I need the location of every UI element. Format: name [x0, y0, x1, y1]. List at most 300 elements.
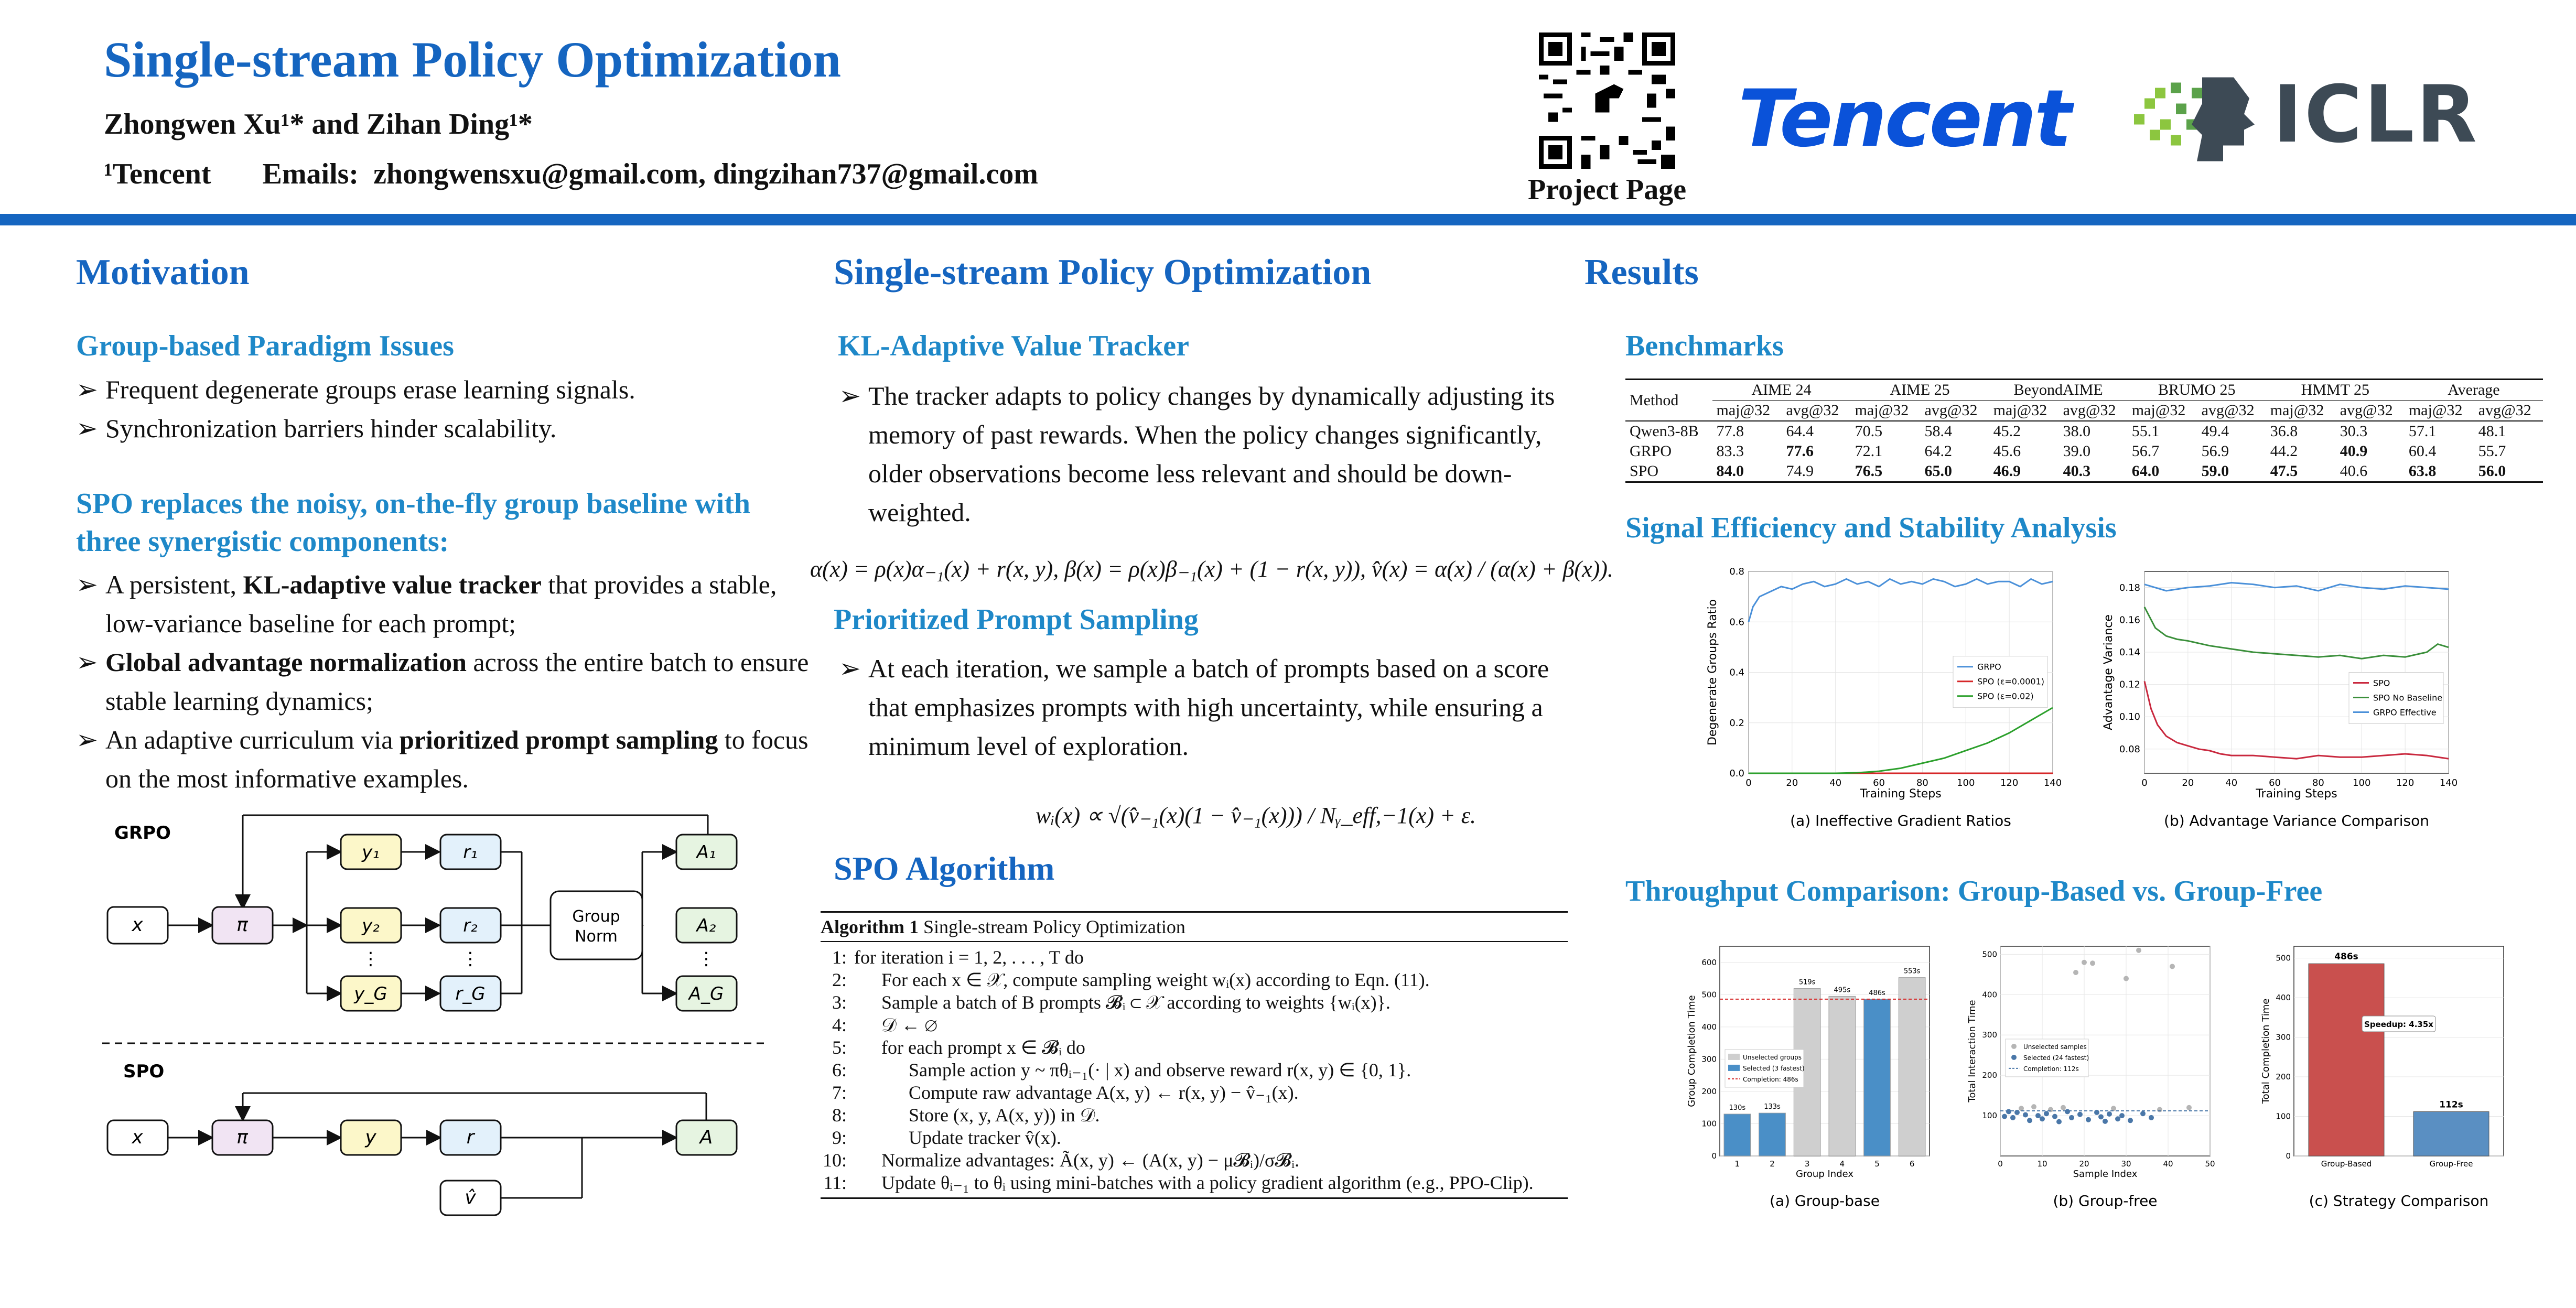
x-tick-label: 10 — [2037, 1159, 2047, 1169]
x-tick-label: 0 — [2141, 777, 2148, 788]
table-cell: 55.7 — [2478, 442, 2506, 460]
selected-point — [2086, 1117, 2091, 1122]
table-cell: 40.9 — [2340, 442, 2368, 460]
y-tick-label: 0.8 — [1729, 566, 1744, 577]
spo-input-node — [107, 1120, 168, 1155]
selected-point — [2023, 1112, 2028, 1118]
metric-header: avg@32 — [2063, 402, 2116, 419]
metric-header: avg@32 — [1786, 402, 1839, 419]
selected-point — [2006, 1109, 2011, 1114]
svg-text:r: r — [466, 1127, 475, 1148]
bar — [1724, 1114, 1751, 1156]
table-cell: 70.5 — [1855, 423, 1883, 440]
svg-text:Group: Group — [572, 907, 620, 926]
spo-algorithm-heading: SPO Algorithm — [834, 850, 1055, 887]
unselected-point — [2061, 1105, 2066, 1110]
authors: Zhongwen Xu¹* and Zihan Ding¹* — [104, 108, 533, 140]
table-cell: 57.1 — [2408, 423, 2437, 440]
table-cell: 59.0 — [2201, 462, 2229, 480]
unselected-point — [2048, 1107, 2053, 1112]
table-cell: 65.0 — [1924, 462, 1953, 480]
prompt-sampling-heading: Prioritized Prompt Sampling — [834, 603, 1199, 636]
y-tick-label: 300 — [2276, 1032, 2291, 1042]
table-cell: 45.6 — [1993, 442, 2021, 460]
selected-point — [2069, 1115, 2074, 1120]
unselected-point — [2136, 948, 2141, 953]
arrow-bullet-icon: ➢ — [76, 647, 98, 677]
y-tick-label: 0.2 — [1729, 717, 1744, 729]
metric-header: avg@32 — [1924, 402, 1978, 419]
table-cell: 56.9 — [2201, 442, 2229, 460]
selected-point — [2149, 1115, 2154, 1120]
algorithm-line-text: Update θᵢ₋₁ to θᵢ using mini-batches with a policy gradient algorithm (e.g., PPO-Clip). — [881, 1172, 1534, 1193]
legend-label: Selected (24 fastest) — [2023, 1054, 2089, 1062]
x-tick-label: 2 — [1770, 1159, 1775, 1169]
benchmark-group-header: AIME 24 — [1712, 380, 1851, 401]
table-row — [1625, 461, 2543, 482]
legend-label: GRPO — [1977, 662, 2001, 672]
bar-value-label: 130s — [1729, 1104, 1746, 1112]
selected-point — [2040, 1116, 2045, 1121]
bar — [1829, 996, 1856, 1156]
y-axis-label: Total Completion Time — [2260, 998, 2271, 1104]
x-tick-label: 20 — [2182, 777, 2194, 788]
algorithm-line-text: Compute raw advantage A(x, y) ← r(x, y) − v̂₋₁(x). — [909, 1082, 1299, 1103]
benchmark-group-header: BeyondAIME — [1989, 380, 2128, 401]
y2-node: y₂ — [362, 915, 380, 936]
unselected-point — [2031, 1104, 2036, 1109]
x-tick-label: 120 — [2396, 777, 2415, 788]
table-cell: 49.4 — [2201, 423, 2229, 440]
algorithm-line — [821, 1036, 1568, 1059]
svg-text:Norm: Norm — [575, 927, 618, 946]
issue-item: ➢ Synchronization barriers hinder scalability. — [76, 409, 810, 448]
selected-point — [2140, 1111, 2146, 1116]
algorithm-line-number: 3: — [832, 992, 847, 1013]
issue-item: ➢ Frequent degenerate groups erase learning signals. — [76, 370, 810, 409]
y-tick-label: 100 — [1982, 1111, 1997, 1121]
tracker-description: ➢ The tracker adapts to policy changes by dynamically adjusting its memory of past rewards. When the policy changes significantly, older observations become less relevant and should be down-weighted. — [839, 376, 1583, 532]
spo-reward-node — [440, 1120, 501, 1155]
spo-label: SPO — [123, 1061, 165, 1082]
selected-point — [2065, 1109, 2070, 1114]
x-tick-label: 6 — [1909, 1159, 1915, 1169]
table-row — [1625, 421, 2543, 441]
unselected-point — [2082, 960, 2087, 965]
method-header: Method — [1630, 391, 1679, 409]
legend-swatch — [2011, 1055, 2017, 1060]
component-item: ➢ Global advantage normalization across the entire batch to ensure stable learning dynamics; — [76, 643, 810, 720]
y-tick-label: 200 — [1701, 1086, 1717, 1096]
table-row — [1625, 441, 2543, 461]
metric-header: maj@32 — [1716, 402, 1771, 419]
table-cell: 56.7 — [2131, 442, 2160, 460]
grpo-input-node — [107, 907, 168, 944]
x-tick-label: 80 — [2312, 777, 2324, 788]
x-tick-label: 0 — [1745, 777, 1752, 788]
y-tick-label: 400 — [1982, 990, 1997, 1000]
method-name: GRPO — [1630, 442, 1672, 460]
x-tick-label: 0 — [1998, 1159, 2003, 1169]
A2-node: A₂ — [696, 915, 716, 936]
selected-point — [2027, 1118, 2032, 1123]
algorithm-line — [821, 1014, 1568, 1036]
arrow-bullet-icon: ➢ — [76, 570, 98, 599]
metric-header: avg@32 — [2340, 402, 2393, 419]
affiliation: ¹Tencent Emails: zhongwensxu@gmail.com, dingzihan737@gmail.com — [104, 158, 1038, 190]
x-tick-label: Group-Based — [2321, 1159, 2372, 1169]
vdots: ⋮ — [461, 948, 479, 969]
x-tick-label: 80 — [1916, 777, 1928, 788]
iclr-logo: ICLR — [2273, 69, 2479, 160]
unselected-point — [2124, 976, 2129, 981]
table-cell: 77.6 — [1786, 442, 1814, 460]
x-axis-label: Sample Index — [2073, 1169, 2138, 1180]
algorithm-line-number: 9: — [832, 1127, 847, 1148]
y-tick-label: 300 — [1701, 1054, 1717, 1064]
x-axis-label: Training Steps — [1860, 787, 1942, 801]
legend-label: Completion: 486s — [1743, 1075, 1798, 1083]
bar-value-label: 553s — [1903, 967, 1921, 976]
y-axis-label: Group Completion Time — [1686, 995, 1697, 1107]
x-tick-label: 40 — [2163, 1159, 2173, 1169]
bar — [1864, 999, 1891, 1156]
algorithm-line — [821, 1082, 1568, 1104]
x-tick-label: 100 — [2353, 777, 2371, 788]
benchmark-table-wrap — [1625, 379, 2543, 483]
bar-value-label: 133s — [1764, 1103, 1781, 1111]
value-tracker-node — [440, 1181, 501, 1215]
legend-swatch — [1728, 1054, 1740, 1060]
benchmark-group-header: AIME 25 — [1851, 380, 1989, 401]
y-tick-label: 500 — [1701, 990, 1717, 1000]
legend-label: Unselected groups — [1743, 1053, 1802, 1061]
bar-value-label: 112s — [2439, 1099, 2463, 1110]
algorithm-line-number: 10: — [822, 1150, 847, 1171]
r2-node: r₂ — [463, 915, 478, 936]
selected-point — [2044, 1111, 2049, 1116]
algorithm-line-number: 6: — [832, 1060, 847, 1080]
table-cell: 38.0 — [2063, 423, 2091, 440]
grpo-policy-node — [212, 907, 273, 944]
selected-point — [2052, 1114, 2057, 1119]
header-divider — [0, 214, 2576, 225]
metric-header: avg@32 — [2201, 402, 2255, 419]
benchmark-group-header: HMMT 25 — [2266, 380, 2405, 401]
x-tick-label: 4 — [1839, 1159, 1845, 1169]
sampling-equation: wᵢ(x) ∝ √(v̂₋₁(x)(1 − v̂₋₁(x))) / Nᵧ_eff,−1(x) + ε. — [1036, 803, 1476, 828]
table-cell: 56.0 — [2478, 462, 2506, 480]
table-cell: 63.8 — [2408, 462, 2437, 480]
spo-action-node — [341, 1120, 401, 1155]
table-cell: 60.4 — [2408, 442, 2437, 460]
x-tick-label: 50 — [2205, 1159, 2215, 1169]
algorithm-line-text: Sample action y ~ πθᵢ₋₁(· | x) and observe reward r(x, y) ∈ {0, 1}. — [909, 1060, 1411, 1080]
svg-text:x: x — [132, 1127, 143, 1148]
table-cell: 83.3 — [1716, 442, 1744, 460]
table-cell: 47.5 — [2270, 462, 2298, 480]
algorithm-line — [821, 1172, 1568, 1194]
y-tick-label: 200 — [1982, 1071, 1997, 1080]
legend-label: SPO — [2373, 678, 2390, 688]
selected-point — [2107, 1111, 2112, 1117]
metric-header: maj@32 — [2408, 402, 2463, 419]
y-tick-label: 300 — [1982, 1030, 1997, 1040]
y-tick-label: 100 — [1701, 1119, 1717, 1129]
y-axis-label: Degenerate Groups Ratio — [1706, 599, 1719, 746]
unselected-point — [2019, 1106, 2024, 1111]
y-tick-label: 0 — [2286, 1151, 2291, 1161]
bar-value-label: 495s — [1834, 986, 1851, 994]
y-tick-label: 500 — [2276, 953, 2291, 963]
y-tick-label: 0.14 — [2119, 647, 2140, 658]
metric-header: maj@32 — [1993, 402, 2047, 419]
yG-node: y_G — [354, 983, 387, 1004]
y1-node: y₁ — [362, 842, 380, 863]
benchmark-table — [1625, 379, 2543, 483]
unselected-point — [2186, 1105, 2192, 1110]
algorithm-line-text: Update tracker v̂(x). — [909, 1127, 1061, 1148]
chart-caption: (c) Strategy Comparison — [2309, 1192, 2489, 1209]
grpo-label: GRPO — [114, 823, 171, 844]
algorithm-line — [821, 1127, 1568, 1149]
x-tick-label: 30 — [2121, 1159, 2131, 1169]
svg-text:π: π — [236, 1127, 248, 1148]
y-tick-label: 500 — [1982, 949, 1997, 959]
algorithm-line — [821, 1059, 1568, 1082]
unselected-point — [2170, 964, 2175, 969]
table-cell: 40.6 — [2340, 462, 2368, 480]
y-tick-label: 100 — [2276, 1111, 2291, 1121]
method-name: SPO — [1630, 462, 1659, 480]
arrow-bullet-icon: ➢ — [76, 414, 98, 443]
spo-heading: Single-stream Policy Optimization — [834, 252, 1372, 293]
x-tick-label: 40 — [2225, 777, 2238, 788]
algorithm-line-text: Store (x, y, A(x, y)) in 𝒟. — [909, 1105, 1100, 1126]
algorithm-line-number: 11: — [823, 1172, 847, 1193]
metric-header: avg@32 — [2478, 402, 2531, 419]
benchmark-group-header: BRUMO 25 — [2128, 380, 2266, 401]
y-tick-label: 0.4 — [1729, 667, 1744, 678]
bar — [2309, 964, 2384, 1156]
selected-point — [2035, 1113, 2041, 1118]
x-axis-label: Group Index — [1795, 1169, 1854, 1180]
motivation-heading: Motivation — [76, 252, 250, 293]
benchmarks-heading: Benchmarks — [1625, 330, 1784, 362]
selected-point — [2056, 1119, 2062, 1125]
method-name: Qwen3-8B — [1630, 423, 1699, 440]
r1-node: r₁ — [463, 842, 478, 863]
table-cell: 48.1 — [2478, 423, 2506, 440]
group-base-chart — [1683, 933, 1945, 1216]
legend-label: SPO (ε=0.0001) — [1977, 676, 2045, 687]
x-tick-label: 60 — [2269, 777, 2281, 788]
svg-text:A: A — [699, 1127, 713, 1148]
x-tick-label: 60 — [1873, 777, 1885, 788]
iclr-pixel-head-icon — [2134, 71, 2265, 163]
signal-efficiency-heading: Signal Efficiency and Stability Analysis — [1625, 512, 2117, 544]
algorithm-box — [821, 911, 1568, 1199]
selected-point — [2119, 1113, 2125, 1118]
algorithm-line-number: 4: — [832, 1014, 847, 1035]
algorithm-line-text: Normalize advantages: Ã(x, y) ← (A(x, y) − μ𝓑ᵢ)/σ𝓑ᵢ. — [881, 1150, 1300, 1171]
table-cell: 40.3 — [2063, 462, 2091, 480]
table-cell: 76.5 — [1855, 462, 1883, 480]
y-tick-label: 0.0 — [1729, 768, 1744, 779]
y-tick-label: 0.08 — [2119, 743, 2140, 755]
chart-caption: (a) Ineffective Gradient Ratios — [1790, 812, 2011, 829]
bar — [2413, 1111, 2489, 1156]
algorithm-line — [821, 1104, 1568, 1127]
bar — [1759, 1113, 1786, 1156]
algorithm-line-number: 2: — [832, 969, 847, 990]
selected-point — [2002, 1114, 2007, 1119]
x-axis-label: Training Steps — [2256, 787, 2337, 801]
algorithm-line-number: 8: — [832, 1105, 847, 1126]
component-item: ➢ An adaptive curriculum via prioritized prompt sampling to focus on the most informative examples. — [76, 720, 810, 798]
y-tick-label: 0.12 — [2119, 679, 2140, 690]
value-tracker-heading: KL-Adaptive Value Tracker — [838, 330, 1189, 362]
selected-point — [2115, 1116, 2120, 1121]
svg-text:x: x — [132, 914, 143, 936]
y-axis-label: Advantage Variance — [2102, 614, 2115, 730]
rG-node: r_G — [455, 983, 486, 1004]
algorithm-line-text: Sample a batch of B prompts 𝓑ᵢ ⊂ 𝒳 according to weights {wᵢ(x)}. — [881, 992, 1391, 1013]
grpo-vs-spo-diagram — [94, 807, 776, 1227]
components-list — [76, 565, 810, 798]
algorithm-line — [821, 946, 1568, 969]
table-cell: 45.2 — [1993, 423, 2021, 440]
group-norm-node — [551, 891, 642, 959]
throughput-heading: Throughput Comparison: Group-Based vs. Group-Free — [1625, 875, 2323, 907]
table-cell: 84.0 — [1716, 462, 1744, 480]
table-cell: 77.8 — [1716, 423, 1744, 440]
table-cell: 74.9 — [1786, 462, 1814, 480]
spo-components-heading: SPO replaces the noisy, on-the-fly group baseline with three synergistic components: — [76, 488, 751, 558]
chart-caption: (a) Group-base — [1770, 1192, 1880, 1209]
y-tick-label: 0 — [1711, 1151, 1717, 1161]
algorithm-line — [821, 991, 1568, 1014]
degenerate-ratio-chart — [1699, 561, 2066, 834]
unselected-point — [2157, 1107, 2162, 1112]
x-tick-label: Group-Free — [2429, 1159, 2473, 1169]
table-cell: 36.8 — [2270, 423, 2298, 440]
chart-caption: (b) Advantage Variance Comparison — [2164, 812, 2429, 829]
svg-text:v̂: v̂ — [465, 1187, 476, 1208]
strategy-comparison-chart — [2257, 933, 2519, 1216]
selected-point — [2128, 1118, 2133, 1123]
y-tick-label: 400 — [2276, 993, 2291, 1003]
arrow-bullet-icon: ➢ — [839, 381, 861, 410]
vdots: ⋮ — [697, 948, 715, 969]
x-tick-label: 120 — [2000, 777, 2019, 788]
AG-node: A_G — [688, 983, 724, 1004]
table-cell: 64.4 — [1786, 423, 1814, 440]
results-heading: Results — [1585, 252, 1699, 293]
selected-point — [2077, 1112, 2083, 1117]
y-tick-label: 0.16 — [2119, 614, 2140, 626]
algorithm-title: Algorithm 1 Single-stream Policy Optimization — [821, 911, 1568, 942]
algorithm-line-number: 7: — [832, 1082, 847, 1103]
bar-value-label: 519s — [1798, 978, 1816, 987]
x-tick-label: 140 — [2043, 777, 2062, 788]
sampling-description: ➢ At each iteration, we sample a batch of prompts based on a score that emphasizes prompts with high uncertainty, while ensuring a minimum level of exploration. — [839, 649, 1583, 765]
y-axis-label: Total Interaction Time — [1967, 1000, 1978, 1102]
selected-point — [2098, 1114, 2104, 1119]
speedup-annotation: Speedup: 4.35x — [2364, 1019, 2433, 1029]
x-tick-label: 40 — [1829, 777, 1842, 788]
unselected-point — [2073, 970, 2078, 975]
group-issues-heading: Group-based Paradigm Issues — [76, 330, 454, 362]
x-tick-label: 3 — [1804, 1159, 1810, 1169]
benchmark-group-header: Average — [2405, 380, 2543, 401]
y-tick-label: 0.18 — [2119, 582, 2140, 593]
advantage-variance-chart — [2084, 561, 2462, 834]
algorithm-line-number: 1: — [832, 947, 847, 968]
algorithm-line — [821, 969, 1568, 991]
qr-code[interactable] — [1539, 33, 1675, 169]
table-cell: 44.2 — [2270, 442, 2298, 460]
x-tick-label: 20 — [2079, 1159, 2089, 1169]
issues-list — [76, 370, 810, 448]
legend-label: SPO (ε=0.02) — [1977, 691, 2034, 701]
arrow-bullet-icon: ➢ — [76, 725, 98, 754]
algorithm-line-text: for each prompt x ∈ 𝓑ᵢ do — [881, 1037, 1085, 1058]
x-tick-label: 140 — [2439, 777, 2458, 788]
y-tick-label: 0.6 — [1729, 617, 1744, 628]
arrow-bullet-icon: ➢ — [76, 375, 98, 404]
x-tick-label: 5 — [1874, 1159, 1880, 1169]
legend-label: Unselected samples — [2023, 1043, 2087, 1051]
y-tick-label: 600 — [1701, 957, 1717, 967]
spo-advantage-node — [676, 1120, 737, 1155]
unselected-point — [2111, 1106, 2116, 1111]
component-item: ➢ A persistent, KL-adaptive value tracker that provides a stable, low-variance baseline for each prompt; — [76, 565, 810, 643]
poster-title: Single-stream Policy Optimization — [104, 31, 842, 88]
algorithm-line — [821, 1149, 1568, 1172]
legend-swatch — [2011, 1044, 2017, 1049]
y-tick-label: 400 — [1701, 1022, 1717, 1032]
A1-node: A₁ — [696, 842, 716, 863]
arrow-bullet-icon: ➢ — [839, 654, 861, 683]
table-cell: 72.1 — [1855, 442, 1883, 460]
algorithm-line-text: for iteration i = 1, 2, . . . , T do — [854, 947, 1084, 968]
x-tick-label: 20 — [1786, 777, 1798, 788]
x-tick-label: 100 — [1957, 777, 1975, 788]
algorithm-line-number: 5: — [832, 1037, 847, 1058]
table-cell: 30.3 — [2340, 423, 2368, 440]
svg-text:π: π — [236, 914, 248, 936]
table-cell: 46.9 — [1993, 462, 2021, 480]
spo-policy-node — [212, 1120, 273, 1155]
algorithm-line-text: For each x ∈ 𝒳, compute sampling weight wᵢ(x) according to Eqn. (11). — [881, 969, 1430, 990]
bar-value-label: 486s — [2334, 952, 2358, 963]
svg-text:y: y — [365, 1127, 376, 1148]
table-cell: 55.1 — [2131, 423, 2160, 440]
table-cell: 64.0 — [2131, 462, 2160, 480]
chart-caption: (b) Group-free — [2053, 1192, 2158, 1209]
legend-swatch — [1728, 1065, 1740, 1071]
legend-label: SPO No Baseline — [2373, 693, 2443, 703]
bar — [1899, 978, 1925, 1156]
project-page-label: Project Page — [1527, 174, 1687, 206]
legend-label: Completion: 112s — [2023, 1065, 2079, 1073]
metric-header: maj@32 — [2270, 402, 2324, 419]
table-cell: 39.0 — [2063, 442, 2091, 460]
y-tick-label: 0.10 — [2119, 711, 2140, 723]
legend-label: Selected (3 fastest) — [1743, 1064, 1805, 1072]
legend-label: GRPO Effective — [2373, 707, 2437, 718]
